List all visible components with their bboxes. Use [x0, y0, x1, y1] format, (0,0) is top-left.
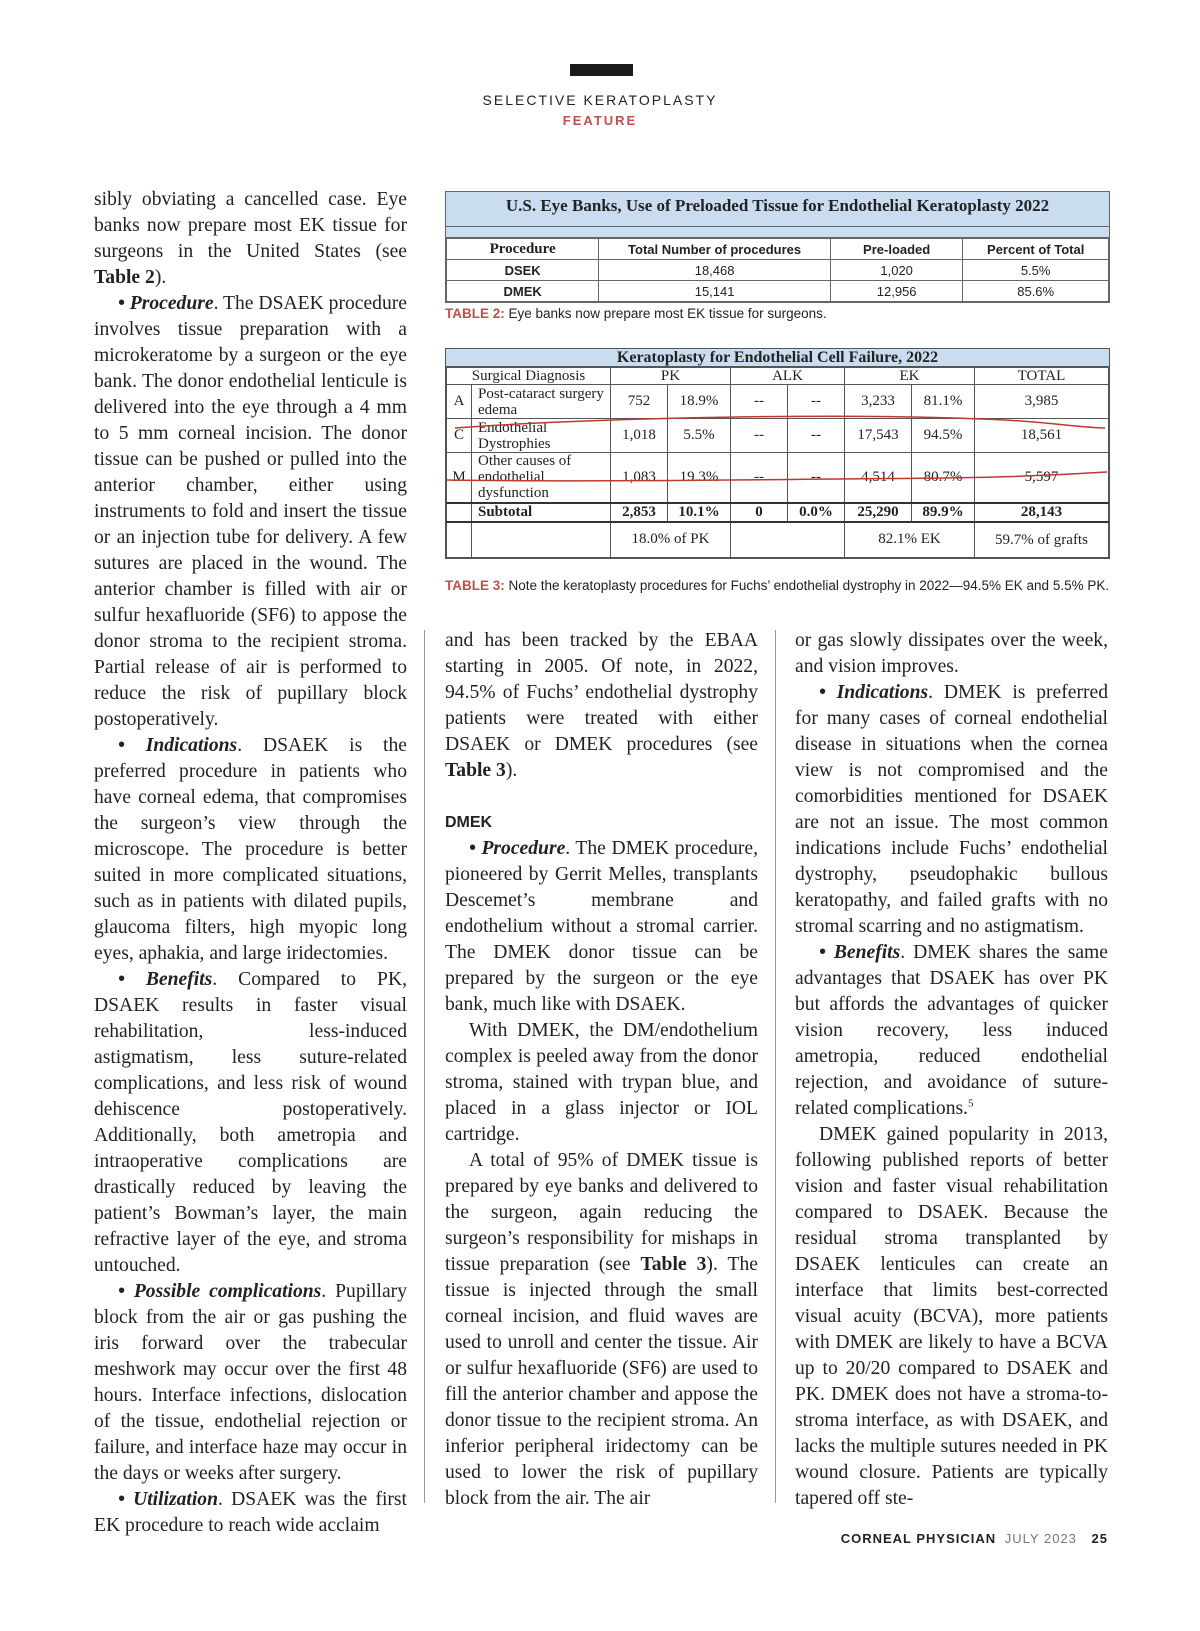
table-cell: 17,543 — [845, 419, 912, 453]
table-ref: Table 3 — [445, 760, 506, 781]
paragraph — [94, 967, 407, 1279]
paragraph — [94, 1279, 407, 1487]
text: . DSAEK is the preferred procedure in patients who have corneal edema, that compromises the surgeon’s view through the microscope. The procedure is better suited in more complicated situations, such as in patients with dilated pupils, glaucoma filters, high myopic long eyes, aphakia, and large iridectomies. — [94, 735, 407, 964]
table-3-title: Keratoplasty for Endothelial Cell Failure, 2022 — [446, 349, 1109, 367]
table-cell: 85.6% — [963, 281, 1109, 302]
text: sibly obviating a cancelled case. Eye banks now prepare most EK tissue for surgeons in the United States (see — [94, 189, 407, 262]
table-3-header: Surgical Diagnosis — [447, 368, 611, 385]
row-diagnosis: Other causes of endothelial dysfunction — [472, 453, 611, 503]
article-column-3 — [795, 628, 1108, 1512]
table-cell — [472, 522, 611, 558]
section-subtitle: FEATURE — [562, 113, 638, 128]
paragraph — [94, 187, 407, 291]
table-2-header: Percent of Total — [963, 239, 1109, 260]
table-cell: 10.1% — [668, 503, 731, 522]
caption-text: Eye banks now prepare most EK tissue for surgeons. — [504, 306, 827, 321]
table-cell — [731, 522, 845, 558]
table-2-header: Procedure — [447, 239, 599, 260]
table-cell: 28,143 — [975, 503, 1109, 522]
text: . DMEK is preferred for many cases of corneal endothelial disease in situations when the cornea view is not compromised and the comorbidities mentioned for DSAEK are not an issue. The most common indications include Fuchs’ endothelial dystrophy, pseudophakic bullous keratopathy, and failed grafts with no stromal scarring and no astigmatism. — [795, 682, 1108, 937]
table-3-header: TOTAL — [975, 368, 1109, 385]
table-cell: 5.5% — [963, 260, 1109, 281]
table-cell: 18,561 — [975, 419, 1109, 453]
red-underline-annotation — [445, 412, 1108, 442]
table-2-band — [446, 227, 1109, 238]
paragraph — [94, 733, 407, 967]
table-cell: 0 — [731, 503, 788, 522]
column-rule — [424, 630, 425, 1503]
table-2-header: Total Number of procedures — [599, 239, 831, 260]
caption-text: Note the keratoplasty procedures for Fuchs’ endothelial dystrophy in 2022—94.5% EK and 5.5% PK. — [504, 578, 1110, 593]
row-code: A — [447, 385, 472, 419]
issue-date: JULY 2023 — [1004, 1531, 1077, 1546]
table-cell: 5,597 — [975, 453, 1109, 503]
table-row — [447, 260, 1109, 281]
table-cell: 1,083 — [611, 453, 668, 503]
summary-pk: 18.0% of PK — [611, 522, 731, 558]
table-cell: 89.9% — [912, 503, 975, 522]
bullet-lead: • Benefits — [118, 969, 213, 990]
table-cell: 18,468 — [599, 260, 831, 281]
paragraph: With DMEK, the DM/endothelium complex is peeled away from the donor stroma, stained with trypan blue, and placed in a glass injector or IOL cartridge. — [445, 1020, 758, 1145]
header-bar — [570, 64, 633, 76]
row-diagnosis: Endothelial Dystrophies — [472, 419, 611, 453]
footnote-ref: 5 — [968, 1097, 974, 1110]
bullet-lead: • Indications — [819, 682, 929, 703]
article-column-1 — [94, 187, 407, 1539]
table-cell: 1,018 — [611, 419, 668, 453]
table-3-header: PK — [611, 368, 731, 385]
table-3-header: EK — [845, 368, 975, 385]
bullet-lead: • Utilization — [118, 1489, 218, 1510]
table-cell — [447, 522, 472, 558]
table-3-caption — [445, 578, 1109, 593]
table-2-header: Pre-loaded — [830, 239, 962, 260]
table-cell: 3,985 — [975, 385, 1109, 419]
table-cell: 5.5% — [668, 419, 731, 453]
text: ). The tissue is injected through the small corneal incision, and fluid waves are used to unroll and center the tissue. Air or sulfur hexafluoride (SF6) are used to fill the anterior chamber and appose the donor tissue to the recipient stroma. An inferior peripheral iridectomy can be used to lower the risk of pupillary block from the air. The air — [445, 1254, 758, 1509]
table-ref: Table 2 — [94, 267, 155, 288]
row-code: C — [447, 419, 472, 453]
table-cell: 2,853 — [611, 503, 668, 522]
table-cell — [447, 503, 472, 522]
column-rule — [775, 630, 776, 1503]
paragraph — [94, 1487, 407, 1539]
table-cell: 81.1% — [912, 385, 975, 419]
table-cell: -- — [788, 385, 845, 419]
table-row — [447, 281, 1109, 302]
caption-label: TABLE 3: — [445, 578, 505, 593]
table-cell: 4,514 — [845, 453, 912, 503]
table-cell: 3,233 — [845, 385, 912, 419]
section-heading: DMEK — [445, 814, 493, 831]
table-cell: -- — [731, 385, 788, 419]
red-underline-annotation — [445, 460, 1108, 490]
table-cell: -- — [731, 419, 788, 453]
paragraph: or gas slowly dissipates over the week, and vision improves. — [795, 630, 1108, 677]
text: and has been tracked by the EBAA starting in 2005. Of note, in 2022, 94.5% of Fuchs’ endothelial dystrophy patients were treated with either DSAEK or DMEK procedures (see — [445, 630, 758, 755]
table-cell: 94.5% — [912, 419, 975, 453]
table-cell: -- — [788, 419, 845, 453]
paragraph: DMEK gained popularity in 2013, following published reports of better vision and faster visual rehabilitation compared to DSAEK. Because the residual stroma transplanted by DSAEK lenticules can create an interface that limits best-corrected visual acuity (BCVA), more patients with DMEK are likely to have a BCVA up to 20/20 compared to DSAEK and PK. DMEK does not have a stroma-to-stroma interface, as with DSAEK, and lacks the multiple sutures needed in PK wound closure. Patients are typically tapered off ste- — [795, 1124, 1108, 1509]
text: . The DMEK procedure, pioneered by Gerrit Melles, transplants Descemet’s membrane and endothelium without a stromal carrier. The DMEK donor tissue can be prepared by the surgeon or the eye bank, much like with DSAEK. — [445, 838, 758, 1015]
text: . DMEK shares the same advantages that DSAEK has over PK but affords the advantages of quicker vision recovery, less induced ametropia, reduced endothelial rejection, and avoidance of suture-related complications. — [795, 942, 1108, 1119]
table-cell: DSEK — [447, 260, 599, 281]
summary-row — [447, 522, 1109, 558]
caption-label: TABLE 2: — [445, 306, 505, 321]
table-3-header: ALK — [731, 368, 845, 385]
page-number: 25 — [1091, 1531, 1108, 1546]
subtotal-row — [447, 503, 1109, 522]
bullet-lead: • Benefits — [819, 942, 901, 963]
table-2-caption — [445, 306, 827, 321]
article-column-2 — [445, 628, 758, 1512]
table-cell: 752 — [611, 385, 668, 419]
page-footer — [841, 1531, 1108, 1546]
text: . The DSAEK procedure involves tissue preparation with a microkeratome by a surgeon or the eye bank. The donor endothelial lenticule is delivered into the eye through a 4 mm to 5 mm corneal incision. The donor tissue can be pushed or pulled into the anterior chamber, either using instruments to fold and insert the tissue or an injection tube for delivery. A few sutures are placed in the wound. The anterior chamber is filled with air or sulfur hexafluoride (SF6) to appose the donor stroma to the recipient stroma. Partial release of air is performed to reduce the risk of pupillary block postoperatively. — [94, 293, 407, 730]
bullet-lead: • Indications — [118, 735, 238, 756]
table-3 — [445, 348, 1110, 559]
text: ). — [505, 760, 518, 781]
table-2-grid — [446, 238, 1109, 302]
summary-total: 59.7% of grafts — [975, 522, 1109, 558]
table-cell: 12,956 — [830, 281, 962, 302]
summary-ek: 82.1% EK — [845, 522, 975, 558]
table-2 — [445, 191, 1110, 303]
paragraph — [445, 1148, 758, 1512]
table-cell: 18.9% — [668, 385, 731, 419]
magazine-name: CORNEAL PHYSICIAN — [840, 1531, 997, 1546]
text: . Pupillary block from the air or gas pushing the iris forward over the trabecular meshwork may occur over the first 48 hours. Interface infections, dislocation of the tissue, endothelial rejection or failure, and interface haze may occur in the days or weeks after surgery. — [94, 1281, 407, 1484]
row-diagnosis: Post-cataract surgery edema — [472, 385, 611, 419]
bullet-lead: • Procedure — [469, 838, 566, 859]
text: . DSAEK was the first EK procedure to reach wide acclaim — [94, 1489, 408, 1536]
paragraph — [445, 836, 758, 1018]
row-code: M — [447, 453, 472, 503]
bullet-lead: • Procedure — [118, 293, 214, 314]
paragraph — [795, 940, 1108, 1122]
table-cell: 25,290 — [845, 503, 912, 522]
table-cell: 1,020 — [830, 260, 962, 281]
paragraph — [795, 680, 1108, 940]
subtotal-label: Subtotal — [472, 503, 611, 522]
table-cell: -- — [731, 453, 788, 503]
table-cell: 19.3% — [668, 453, 731, 503]
section-title: SELECTIVE KERATOPLASTY — [482, 92, 718, 108]
text: ). — [154, 267, 167, 288]
table-cell: 0.0% — [788, 503, 845, 522]
table-ref: Table 3 — [640, 1254, 707, 1275]
table-cell: 15,141 — [599, 281, 831, 302]
bullet-lead: • Possible complications — [118, 1281, 322, 1302]
paragraph — [445, 628, 758, 784]
table-2-title: U.S. Eye Banks, Use of Preloaded Tissue for Endothelial Keratoplasty 2022 — [446, 192, 1109, 227]
text: A total of 95% of DMEK tissue is prepared by eye banks and delivered to the surgeon, again reducing the surgeon’s responsibility for mishaps in tissue preparation (see — [445, 1150, 758, 1275]
table-cell: -- — [788, 453, 845, 503]
table-cell: 80.7% — [912, 453, 975, 503]
paragraph — [94, 291, 407, 733]
table-cell: DMEK — [447, 281, 599, 302]
text: . Compared to PK, DSAEK results in faster visual rehabilitation, less-induced astigmatism, less suture-related complications, and less risk of wound dehiscence postoperatively. Additionally, both ametropia and intraoperative complications are drastically reduced by leaving the patient’s Bowman’s layer, the main refractive layer of the eye, and stroma untouched. — [94, 969, 407, 1276]
